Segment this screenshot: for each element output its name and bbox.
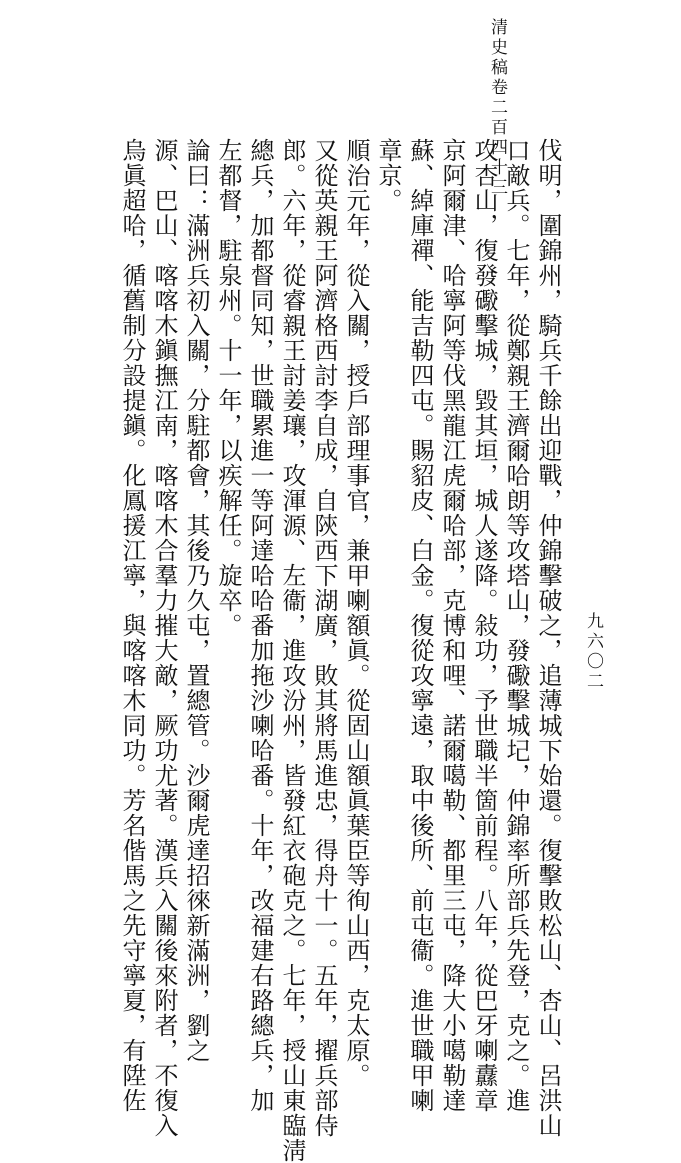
running-header-title: 清史稿卷二百四十三 [487,18,507,198]
text-column: 順治元年，從入關，授戶部理事官，兼甲喇額眞。從固山額眞葉臣等徇山西，克太原。 [342,138,370,1088]
text-column: 源、巴山、喀喀木鎭撫江南，喀喀木合羣力摧大敵，厥功尤著。漢兵入關後來附者，不復入 [150,138,178,1138]
text-column: 又從英親王阿濟格西討李自成，自陝西下湖廣，敗其將馬進忠，得舟十一。五年，擢兵部侍 [310,138,338,1138]
text-column: 蘇、綽庫禪、能吉勒四屯。賜貂皮、白金。復從攻寧遠，取中後所、前屯衞。進世職甲喇 [406,138,434,1113]
text-column: 攻杏山，復發礮擊城，毀其垣，城人遂降。敍功，予世職半箇前程。八年，從巴牙喇纛章 [470,138,498,1113]
text-column: 京阿爾津、哈寧阿等伐黑龍江虎爾哈部，克博和哩、諾爾噶勒、都里三屯，降大小噶勒達 [438,138,466,1113]
text-column: 烏眞超哈，循舊制分設提鎭。化鳳援江寧，與喀喀木同功。芳名偕馬之先守寧夏，有陞佐 [118,138,146,1113]
text-column: 總兵，加都督同知，世職累進一等阿達哈哈番加拖沙喇哈番。十年，改福建右路總兵，加 [246,138,274,1113]
text-column: 郎。六年，從睿親王討姜瓖，攻渾源、左衞，進攻汾州，皆發紅衣砲克之。七年，授山東臨淸 [278,138,306,1163]
text-column: 伐明，圍錦州，騎兵千餘出迎戰，仲錦擊破之，追薄城下始還。復擊敗松山、杏山、呂洪山 [534,138,562,1138]
text-column: 口敵兵。七年，從鄭親王濟爾哈朗等攻塔山，發礮擊城圮，仲錦率所部兵先登，克之。進 [502,138,530,1113]
text-column: 章京。 [374,138,402,213]
page-number: 九六〇二 [583,612,603,692]
text-column: 左都督，駐泉州。十一年，以疾解任。旋卒。 [214,138,242,638]
text-column: 論曰：滿洲兵初入關，分駐都會，其後乃久屯，置總管。沙爾虎達招徠新滿洲，劉之 [182,138,210,1063]
